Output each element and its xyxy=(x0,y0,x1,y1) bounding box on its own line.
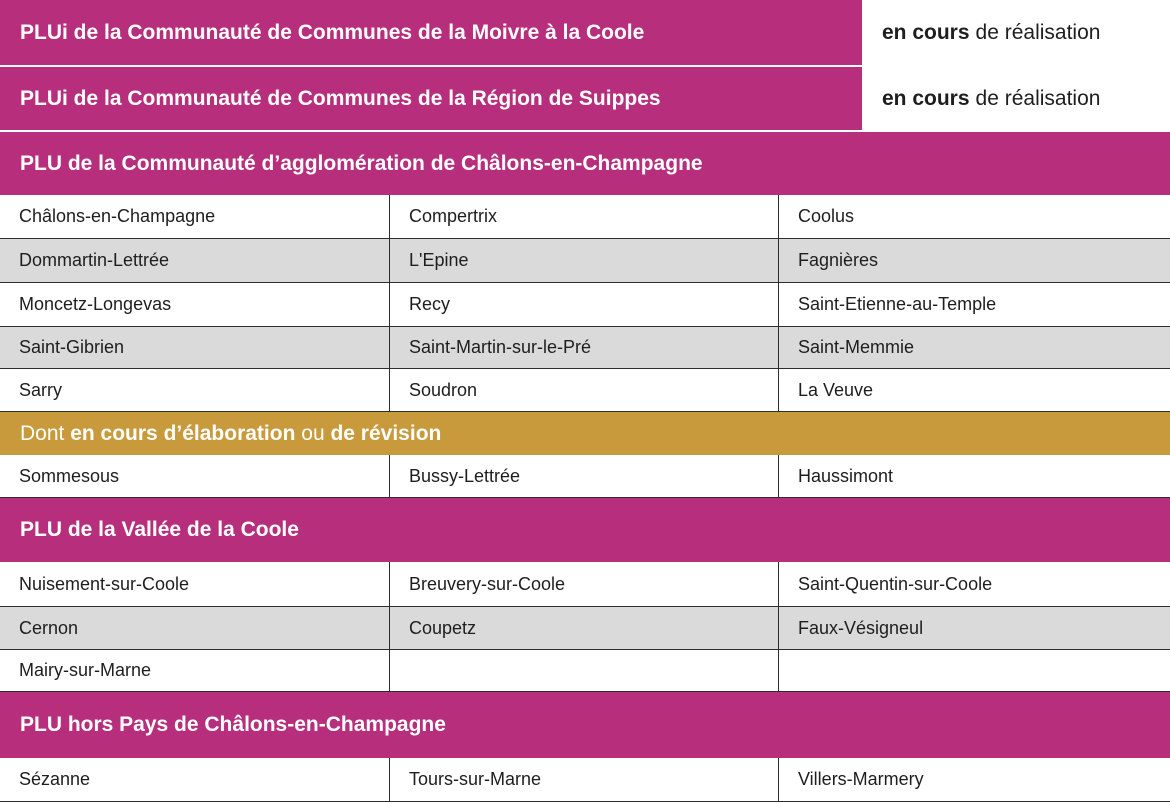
commune-cell: Villers-Marmery xyxy=(798,769,924,789)
commune-cell xyxy=(779,650,1170,691)
status-bold: en cours xyxy=(882,20,970,44)
table-row xyxy=(0,562,1170,607)
commune-cell: Tours-sur-Marne xyxy=(390,758,779,801)
section-header-hors xyxy=(0,692,1170,758)
table-row xyxy=(0,607,1170,650)
commune-cell: Saint-Quentin-sur-Coole xyxy=(798,573,993,594)
table-row xyxy=(0,369,1170,412)
commune-cell: Saint-Martin-sur-le-Pré xyxy=(390,327,779,368)
commune-cell xyxy=(390,650,779,691)
commune-cell: L'Epine xyxy=(390,239,779,282)
commune-cell: Sarry xyxy=(0,369,390,411)
commune-cell: Coolus xyxy=(798,206,855,226)
table-row xyxy=(0,283,1170,327)
commune-cell: Saint-Gibrien xyxy=(0,327,390,368)
table-row xyxy=(0,455,1170,498)
section-title: PLU hors Pays de Châlons-en-Champagne xyxy=(20,713,446,736)
commune-cell: Breuvery-sur-Coole xyxy=(390,562,779,606)
commune-cell: Coupetz xyxy=(390,607,779,649)
plui-title: PLUi de la Communauté de Communes de la Moivre à la Coole xyxy=(20,20,645,44)
status-box xyxy=(862,67,1170,130)
section-header-vallee xyxy=(0,498,1170,562)
commune-cell: Saint-Etienne-au-Temple xyxy=(798,294,997,314)
table-row xyxy=(0,650,1170,692)
subsection-header-dont xyxy=(0,412,1170,455)
dont-text-2: en cours d’élaboration xyxy=(70,421,296,445)
section-title: PLU de la Vallée de la Coole xyxy=(20,518,299,541)
commune-cell: Sézanne xyxy=(0,758,390,801)
commune-cell: Bussy-Lettrée xyxy=(390,455,779,497)
commune-cell: Cernon xyxy=(0,607,390,649)
section-header-agglo xyxy=(0,132,1170,195)
commune-cell: Dommartin-Lettrée xyxy=(0,239,390,282)
status-box xyxy=(862,0,1170,65)
dont-text-1: Dont xyxy=(20,421,65,445)
status-text: de réalisation xyxy=(975,86,1101,110)
section-title: PLU de la Communauté d’agglomération de Châlons-en-Champagne xyxy=(20,151,703,175)
commune-cell: Moncetz-Longevas xyxy=(0,283,390,326)
commune-cell: Soudron xyxy=(390,369,779,411)
commune-cell: La Veuve xyxy=(798,379,874,400)
commune-cell: Compertrix xyxy=(390,195,779,238)
table-row xyxy=(0,758,1170,802)
table-row xyxy=(0,195,1170,239)
status-text: de réalisation xyxy=(975,20,1101,44)
commune-cell: Saint-Memmie xyxy=(798,337,915,357)
table-row xyxy=(0,327,1170,369)
plui-row-suippes xyxy=(0,67,1170,130)
plui-row-moivre xyxy=(0,0,1170,65)
table-row xyxy=(0,239,1170,283)
commune-cell: Châlons-en-Champagne xyxy=(0,195,390,238)
status-bold: en cours xyxy=(882,86,970,110)
commune-cell: Haussimont xyxy=(798,465,894,486)
commune-cell: Mairy-sur-Marne xyxy=(0,650,390,691)
commune-cell: Fagnières xyxy=(798,250,879,270)
commune-cell: Recy xyxy=(390,283,779,326)
plui-title: PLUi de la Communauté de Communes de la Région de Suippes xyxy=(20,86,661,110)
commune-cell: Nuisement-sur-Coole xyxy=(0,562,390,606)
commune-cell: Sommesous xyxy=(0,455,390,497)
dont-text-3: ou xyxy=(301,421,325,445)
dont-text-4: de révision xyxy=(330,421,442,445)
commune-cell: Faux-Vésigneul xyxy=(798,617,924,638)
